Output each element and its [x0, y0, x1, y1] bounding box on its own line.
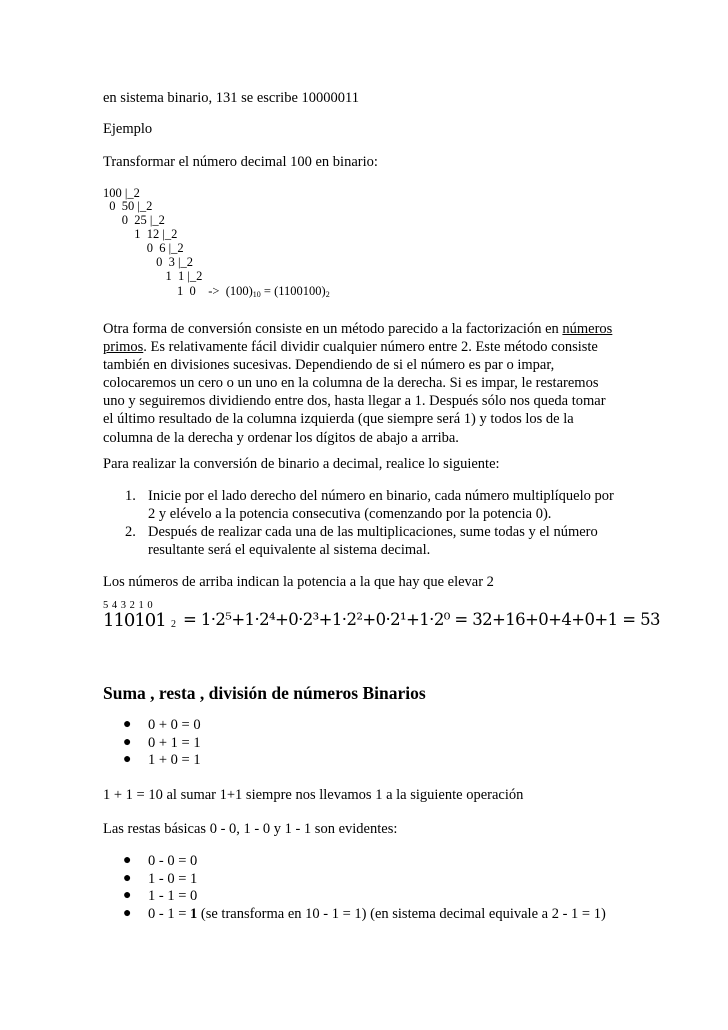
list-item	[123, 717, 201, 735]
step-line: 2 y elévelo a la potencia consecutiva (comenzando por la potencia 0).	[148, 506, 552, 523]
ejemplo-label: Ejemplo	[103, 121, 153, 137]
rule-text: 0 + 0 = 0	[148, 717, 201, 733]
para-line: también en divisiones sucesivas. Dependiendo de si el número es par o impar,	[103, 357, 555, 374]
section-heading: Suma , resta , división de números Binarios	[103, 683, 426, 703]
step-line: Después de realizar cada una de las multiplicaciones, sume todas y el número	[148, 524, 598, 541]
bullet-icon: ●	[123, 734, 132, 750]
division-line: 1 12 |_2	[103, 227, 178, 241]
para-line: uno y seguiremos dividiendo entre dos, hasta llegar a 1. Después sólo nos queda tomar	[103, 393, 606, 410]
list-item	[123, 871, 606, 889]
bullet-icon: ●	[123, 905, 132, 921]
list-item	[123, 853, 606, 871]
para-line: el último resultado de la columna izquierda (que siempre será 1) y todos los de la	[103, 411, 574, 428]
decimal-value: (100)	[225, 284, 253, 298]
division-line: 0 25 |_2	[103, 213, 165, 227]
sub-title: Las restas básicas 0 - 0, 1 - 0 y 1 - 1 son evidentes:	[103, 821, 398, 837]
bullet-icon: ●	[123, 853, 132, 868]
formula-binary: 110101	[103, 610, 166, 631]
division-line: 0 3 |_2	[103, 255, 194, 269]
step-line: Inicie por el lado derecho del número en binario, cada número multiplíquelo por	[148, 488, 614, 504]
sub-rules-list	[123, 853, 606, 923]
division-line: 100 |_2	[103, 186, 140, 200]
step-line: resultante será el equivalente al sistema decimal.	[148, 542, 431, 559]
binary-base: 2	[325, 290, 330, 299]
binary-formula	[103, 600, 660, 636]
step-number: 2.	[125, 524, 136, 541]
bullet-icon: ●	[123, 752, 132, 767]
para-line: colocaremos un cero o un uno en la columna de la derecha. Si es impar, le restaremos	[103, 375, 599, 392]
formula-expression: = 1·2⁵+1·2⁴+0·2³+1·2²+0·2¹+1·2⁰ = 32+16+0+4+0+1 = 53	[183, 610, 660, 629]
bin-to-dec-title: Para realizar la conversión de binario a decimal, realice lo siguiente:	[103, 456, 500, 472]
transform-title: Transformar el número decimal 100 en binario:	[103, 154, 378, 170]
list-item	[123, 752, 201, 770]
rule-text: 1 - 1 = 0	[148, 888, 198, 904]
bullet-icon: ●	[123, 888, 132, 903]
rule-text-pre: 0 - 1 =	[148, 905, 191, 922]
binary-value: (1100100)	[274, 284, 326, 298]
intro-text: en sistema binario, 131 se escribe 10000011	[103, 90, 359, 106]
result-digits: 1 0	[177, 284, 196, 298]
para-line: columna de la derecha y ordenar los dígitos de abajo a arriba.	[103, 429, 459, 446]
rule-text: 1 - 0 = 1	[148, 870, 198, 887]
rule-text: 0 - 0 = 0	[148, 853, 198, 869]
decimal-base: 10	[252, 290, 261, 299]
step-number: 1.	[125, 488, 136, 504]
rule-text-post: (se transforma en 10 - 1 = 1) (en sistema decimal equivale a 2 - 1 = 1)	[197, 905, 606, 922]
rule-text-bold: 1	[190, 905, 198, 922]
list-item	[123, 906, 606, 924]
conversion-paragraph	[103, 320, 633, 447]
list-item	[123, 735, 201, 753]
formula-base: 2	[171, 619, 176, 630]
bullet-icon: ●	[123, 717, 132, 732]
steps-list	[125, 487, 614, 559]
division-line: 1 1 |_2	[103, 269, 203, 283]
para-line2: . Es relativamente fácil dividir cualquier número entre 2. Este método consiste	[143, 339, 598, 356]
carry-note: 1 + 1 = 10 al sumar 1+1 siempre nos llevamos 1 a la siguiente operación	[103, 787, 524, 803]
link-numeros[interactable]: números	[562, 321, 613, 337]
result-equals: =	[263, 284, 271, 298]
step-item	[125, 523, 614, 559]
step-item	[125, 487, 614, 523]
formula-powers: 5 4 3 2 1 0	[103, 600, 154, 611]
rule-text: 0 + 1 = 1	[148, 734, 201, 751]
division-result	[177, 285, 330, 298]
link-primos[interactable]: primos	[103, 339, 144, 356]
powers-note: Los números de arriba indican la potencia a la que hay que elevar 2	[103, 574, 494, 590]
division-line: 0 6 |_2	[103, 241, 184, 255]
list-item	[123, 888, 606, 906]
para-line1: Otra forma de conversión consiste en un método parecido a la factorización en	[103, 321, 559, 337]
rule-text: 1 + 0 = 1	[148, 752, 201, 768]
bullet-icon: ●	[123, 870, 132, 886]
division-line: 0 50 |_2	[103, 199, 153, 213]
sum-rules-list	[123, 717, 201, 770]
result-arrow: ->	[208, 284, 220, 298]
